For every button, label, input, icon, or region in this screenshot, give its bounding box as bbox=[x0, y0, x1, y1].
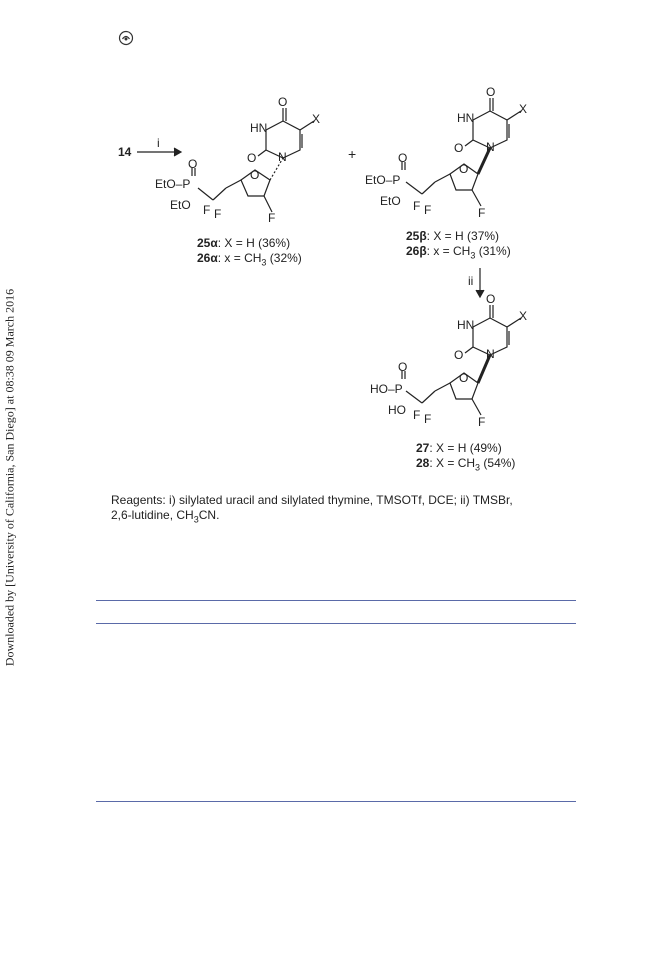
atom-label: F bbox=[424, 412, 432, 426]
compound-label-26b: 26β: $x = CH_3$ (31%) bbox=[406, 244, 511, 261]
atom-label: O bbox=[250, 168, 260, 182]
atom-label: X bbox=[312, 112, 321, 126]
atom-label: HO–P bbox=[370, 382, 403, 396]
atom-label: F bbox=[413, 408, 421, 422]
atom-label: HN bbox=[250, 121, 268, 135]
download-sidebar-text: Downloaded by [University of California, San Diego] at 08:38 09 March 2016 bbox=[2, 288, 17, 667]
reagents-caption bbox=[111, 493, 581, 527]
atom-label: O bbox=[454, 348, 464, 362]
atom-label: HO bbox=[388, 403, 406, 417]
atom-label: X bbox=[519, 309, 528, 323]
atom-label: F bbox=[478, 415, 486, 429]
atom-label: O bbox=[247, 151, 257, 165]
atom-label: HN bbox=[457, 111, 475, 125]
atom-label: F bbox=[268, 211, 276, 225]
atom-label: O bbox=[459, 371, 469, 385]
atom-label: F bbox=[203, 203, 211, 217]
atom-label: N bbox=[278, 150, 287, 164]
atom-label: O bbox=[278, 95, 288, 109]
compound-label-26a: 26α: $x = CH_3$ (32%) bbox=[197, 251, 302, 268]
atom-label: HN bbox=[457, 318, 475, 332]
reagents-line-2: 2,6-lutidine, $CH_3CN$. bbox=[111, 508, 220, 525]
step-ii-label: ii bbox=[468, 274, 474, 288]
table-top-rule bbox=[96, 600, 576, 601]
atom-label: O bbox=[398, 360, 408, 374]
atom-label: O bbox=[486, 85, 496, 99]
compound-label-27: 27: X = H (49%) bbox=[416, 441, 502, 455]
reagents-line-1: Reagents: i) silylated uracil and silylated thymine, TMSOTf, DCE; ii) TMSBr, bbox=[111, 493, 513, 507]
compound-label-25b: 25β: X = H (37%) bbox=[406, 229, 500, 243]
atom-label: F bbox=[478, 206, 486, 220]
compound-label-25a: 25α: X = H (36%) bbox=[197, 236, 291, 250]
start-compound-label: 14 bbox=[118, 145, 132, 159]
atom-label: EtO–P bbox=[365, 173, 401, 187]
atom-label: O bbox=[188, 157, 198, 171]
atom-label: F bbox=[214, 207, 222, 221]
atom-label: F bbox=[424, 203, 432, 217]
atom-label: O bbox=[454, 141, 464, 155]
atom-label: EtO–P bbox=[155, 177, 191, 191]
step-i-label: i bbox=[157, 136, 160, 150]
atom-label: X bbox=[519, 102, 528, 116]
atom-label: O bbox=[459, 162, 469, 176]
atom-label: N bbox=[486, 347, 495, 361]
compound-label-28: 28: $X = CH_3$ (54%) bbox=[416, 456, 516, 473]
atom-label: O bbox=[486, 292, 496, 306]
atom-label: F bbox=[413, 199, 421, 213]
atom-label: EtO bbox=[170, 198, 191, 212]
table-header-rule bbox=[96, 623, 576, 624]
atom-label: O bbox=[398, 151, 408, 165]
table-bottom-rule bbox=[96, 801, 576, 802]
atom-label: N bbox=[486, 140, 495, 154]
atom-label: EtO bbox=[380, 194, 401, 208]
plus-sign: + bbox=[348, 146, 357, 162]
